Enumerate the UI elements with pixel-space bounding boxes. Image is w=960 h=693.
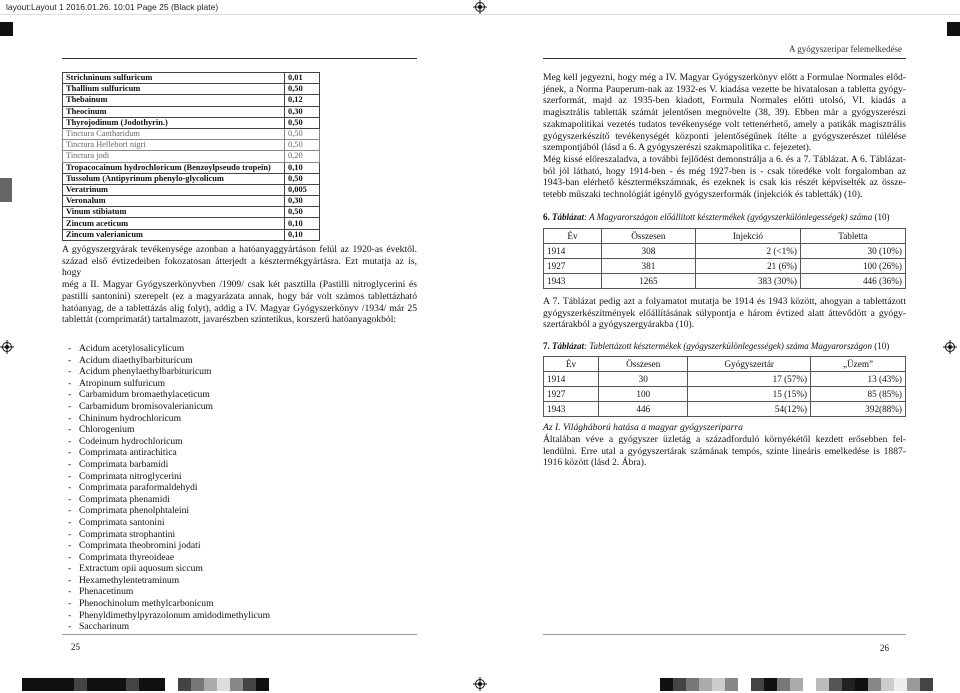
drug-dose: 0,30	[285, 196, 320, 207]
control-strip-swatch	[829, 678, 842, 691]
list-item	[68, 586, 328, 598]
dash-marker: -	[68, 400, 72, 412]
text-line: gyógyszerkészítmények előállításának súlypontja e három évtized alatt áttevődött a gyógy-	[543, 307, 906, 319]
list-item	[68, 540, 328, 552]
table-cell: 15 (15%)	[688, 387, 811, 402]
control-strip-swatch	[178, 678, 191, 691]
drug-dose: 0,50	[285, 207, 320, 218]
control-strip-swatch	[842, 678, 855, 691]
dash-marker: -	[68, 609, 72, 621]
drug-dose: 0,50	[285, 84, 320, 95]
list-item	[68, 343, 328, 355]
control-strip-swatch	[764, 678, 777, 691]
list-item	[68, 355, 328, 367]
control-strip-swatch	[22, 678, 35, 691]
control-strip-swatch	[230, 678, 243, 691]
list-item	[68, 575, 328, 587]
control-strip-swatch	[113, 678, 126, 691]
list-item-text: Chininum hydrochloricum	[79, 412, 182, 424]
control-strip-swatch	[868, 678, 881, 691]
control-strip-swatch	[48, 678, 61, 691]
list-item-text: Atropinum sulfuricum	[79, 377, 166, 389]
dash-marker: -	[68, 458, 72, 470]
control-strip-swatch	[87, 678, 100, 691]
footer-rule-right	[543, 634, 906, 635]
table-cell: 308	[601, 244, 695, 259]
text-line: szakmapolitikai vezetés tudatos tevékenysége volt tettenérhető, amely a patikák magisztrális	[543, 118, 906, 130]
running-head: A gyógyszeripar felemelkedése	[789, 44, 902, 54]
drug-name: Veronalum	[63, 196, 285, 207]
dash-marker: -	[68, 586, 72, 598]
table-row	[544, 372, 906, 387]
list-item-text: Phenacetinum	[79, 586, 134, 598]
control-strip-swatch	[894, 678, 907, 691]
table-cell: 1914	[544, 372, 599, 387]
drug-dose: 0,01	[285, 73, 320, 84]
drug-name: Zincum valerianicum	[63, 229, 285, 240]
dash-marker: -	[68, 482, 72, 494]
control-strip-swatch	[100, 678, 113, 691]
page-number-right: 26	[880, 643, 889, 653]
control-strip-swatch	[35, 678, 48, 691]
dash-marker: -	[68, 528, 72, 540]
column-header: Év	[544, 229, 602, 244]
text-line: Általában véve a gyógyszer üzletág a századforduló környékétől kezdett erősebben fel-	[543, 434, 906, 445]
right-paragraph-3	[543, 434, 906, 469]
list-item-text: Acidum acetylosalicylicum	[79, 343, 185, 354]
list-item	[68, 482, 328, 494]
text-line: pastilli santonini) szerepelt (ez a magyarázata annak, hogy bár volt számos tablettázható	[62, 290, 417, 302]
text-line: A gyógyszergyárak tevékenysége azonban a hatóanyaggyártáson felül az 1920-as évektől.	[62, 244, 417, 255]
corner-block-top-right	[947, 22, 960, 36]
table7-title: : Tablettázott késztermékek (gyógyszerkülönlegességek) száma Magyarországon	[584, 341, 873, 351]
header-rule-right	[543, 58, 906, 59]
list-item	[68, 459, 328, 471]
corner-block-top-left	[0, 22, 13, 36]
list-item	[68, 366, 328, 378]
header-rule-left	[62, 58, 417, 59]
table-cell: 13 (43%)	[811, 372, 906, 387]
table7-ref: (10)	[874, 341, 890, 351]
dash-marker: -	[68, 470, 72, 482]
text-line: A 7. Táblázat pedig azt a folyamatot mutatja be 1914 és 1943 között, ahogyan a tablettázott	[543, 296, 906, 307]
table-cell: 383 (30%)	[695, 274, 800, 289]
tablet-list	[68, 343, 328, 633]
table-cell: 1943	[544, 402, 599, 417]
table-cell: 446 (36%)	[800, 274, 905, 289]
table-cell: 446	[599, 402, 688, 417]
list-item	[68, 401, 328, 413]
table-row	[63, 128, 320, 139]
control-strip-swatch	[725, 678, 738, 691]
drug-dose: 0,10	[285, 229, 320, 240]
list-item	[68, 610, 328, 622]
table-cell: 381	[601, 259, 695, 274]
control-strip-swatch	[217, 678, 230, 691]
control-strip-swatch	[712, 678, 725, 691]
list-item	[68, 447, 328, 459]
list-item	[68, 494, 328, 506]
table-row	[63, 73, 320, 84]
dash-marker: -	[68, 493, 72, 505]
control-strip-swatch	[165, 678, 178, 691]
list-item-text: Comprimata antirachitica	[79, 447, 177, 459]
text-line: magisztrális tabletták számát jelentősen megnövelte (38, 39). Ebben már a gyógyszerészi	[543, 107, 906, 119]
table-cell: 17 (57%)	[688, 372, 811, 387]
text-line: szerformát, majd az 1935-ben kiadott, Formula Normales előtti utolsó, VI. kiadás a	[543, 95, 906, 107]
table-row	[544, 402, 906, 417]
section-heading: Az I. Világháború hatása a magyar gyógyszeriparra	[543, 422, 743, 433]
text-line: még a II. Magyar Gyógyszerkönyvben /1909/ csak két pasztilla (Pastilli nitroglycerini és	[62, 279, 417, 291]
text-line: szertárakból a gyógyszergyárakba (10).	[543, 319, 695, 331]
list-item	[68, 621, 328, 633]
drug-dose: 0,10	[285, 162, 320, 173]
table6-ref: (10)	[874, 212, 890, 222]
table-cell: 1927	[544, 387, 599, 402]
dash-marker: -	[68, 505, 72, 517]
column-header: Összesen	[599, 357, 688, 372]
drug-name: Veratrinum	[63, 184, 285, 195]
list-item	[68, 471, 328, 483]
text-line: jének, a Norma Pauperum-nak az 1932-es V. kiadása vezette be hivatalosan a tabletta gyógy-	[543, 83, 906, 95]
list-item	[68, 517, 328, 529]
table-row	[63, 229, 320, 240]
column-header: Összesen	[601, 229, 695, 244]
control-strip-swatch	[61, 678, 74, 691]
list-item	[68, 436, 328, 448]
list-item	[68, 552, 328, 564]
list-item-text: Comprimata phenamidi	[79, 493, 170, 505]
table-cell: 100 (26%)	[800, 259, 905, 274]
text-line: Még kissé előreszaladva, a további fejlődést demonstrálja a 6. és a 7. Táblázat. A 6. Táblázat-	[543, 153, 906, 165]
table-row	[544, 259, 906, 274]
dash-marker: -	[68, 412, 72, 424]
dash-marker: -	[68, 366, 72, 378]
text-line: lendülni. Erre utal a gyógyszertárak számának tempós, szinte lineáris emelkedése is 1887-	[543, 445, 906, 457]
dash-marker: -	[68, 598, 72, 610]
list-item	[68, 529, 328, 541]
list-item-text: Comprimata barbamidi	[79, 458, 169, 470]
side-gray-block	[0, 178, 12, 202]
drug-dose: 0,005	[285, 184, 320, 195]
list-item	[68, 563, 328, 575]
control-strip-swatch	[126, 678, 139, 691]
column-header: Injekció	[695, 229, 800, 244]
drug-dose: 0,50	[285, 173, 320, 184]
table6-label: Táblázat	[552, 212, 585, 222]
table-row	[63, 95, 320, 106]
text-line: szempontjából (lásd a 6. A gyógyszerészi szakmapolitika c. fejezetet).	[543, 142, 812, 154]
control-strip-swatch	[907, 678, 920, 691]
dash-marker: -	[68, 389, 72, 401]
table-cell: 54(12%)	[688, 402, 811, 417]
table-row	[63, 196, 320, 207]
drug-dose: 0,50	[285, 140, 320, 151]
text-line: hatóanyag, de a tablettázás alig folyt), addig a IV. Magyar Gyógyszerkönyv /1934/ már 25	[62, 302, 417, 314]
table-cell: 85 (85%)	[811, 387, 906, 402]
table-cell: 100	[599, 387, 688, 402]
control-strip-swatch	[751, 678, 764, 691]
text-line: tablettát (comprimatát) tartalmazott, javarészben szintetikus, korszerű hatóanyagokból:	[62, 314, 397, 326]
dash-marker: -	[68, 563, 72, 575]
table-row	[63, 117, 320, 128]
text-line: 1943-ban elérhető késztermékszámnak, és ezeknek is csak kis részét képviselték az össze-	[543, 177, 906, 189]
slug-rule	[0, 14, 960, 15]
table-cell: 2 (<1%)	[695, 244, 800, 259]
color-bar-left	[22, 678, 269, 691]
dash-marker: -	[68, 354, 72, 366]
list-item-text: Comprimata santonini	[79, 516, 165, 528]
table6-caption	[543, 212, 906, 223]
column-header: Gyógyszertár	[688, 357, 811, 372]
drug-name: Vinum stibiatum	[63, 207, 285, 218]
dash-marker: -	[68, 574, 72, 586]
list-item-text: Phenyldimethylpyrazolonum amidodimethylicum	[79, 609, 271, 621]
drug-name: Tinctura Hellebori nigri	[63, 140, 285, 151]
table6-num: 6.	[543, 212, 550, 222]
control-strip-swatch	[152, 678, 165, 691]
dash-marker: -	[68, 551, 72, 563]
control-strip-swatch	[243, 678, 256, 691]
list-item-text: Carbamidum bromaethylaceticum	[79, 389, 210, 401]
list-item	[68, 389, 328, 401]
drug-name: Tussolum (Antipyrinum phenylo-glycolicum	[63, 173, 285, 184]
dash-marker: -	[68, 516, 72, 528]
drug-name: Thebainum	[63, 95, 285, 106]
list-item	[68, 505, 328, 517]
list-item-text: Acidum phenylaethylbarbituricum	[79, 366, 212, 378]
drug-name: Thallium sulfuricum	[63, 84, 285, 95]
dash-marker: -	[68, 424, 72, 436]
table-cell: 1914	[544, 244, 602, 259]
control-strip-swatch	[738, 678, 751, 691]
table-row	[63, 106, 320, 117]
control-strip-swatch	[139, 678, 152, 691]
right-paragraph-1	[543, 72, 906, 201]
header-row	[544, 229, 906, 244]
column-header: Év	[544, 357, 599, 372]
dash-marker: -	[68, 540, 72, 552]
list-item-text: Extractum opii aquosum siccum	[79, 563, 203, 575]
table-cell: 1943	[544, 274, 602, 289]
text-line: Meg kell jegyezni, hogy még a IV. Magyar Gyógyszerkönyv előtt a Formulae Normales előd-	[543, 72, 906, 83]
registration-mark-icon	[473, 677, 487, 691]
drug-name: Tropacocainum hydrochloricum (Benzoylpseudo tropein)	[63, 162, 285, 173]
table-cell: 30 (10%)	[800, 244, 905, 259]
drug-dose: 0,10	[285, 218, 320, 229]
drug-name: Tinctura jodi	[63, 151, 285, 162]
list-item-text: Comprimata phenolphtaleini	[79, 505, 190, 517]
drug-name: Tinctura Cantharidum	[63, 128, 285, 139]
list-item-text: Codeinum hydrochloricum	[79, 435, 183, 447]
drug-dose: 0,20	[285, 151, 320, 162]
drug-dose: 0,50	[285, 117, 320, 128]
table-row	[63, 84, 320, 95]
color-bar-right	[660, 678, 933, 691]
page-number-left: 25	[71, 642, 80, 652]
dash-marker: -	[68, 343, 72, 354]
left-paragraph	[62, 244, 417, 326]
list-item-text: Phenochinolum methylcarbonicum	[79, 598, 214, 610]
table7-label: Táblázat	[552, 341, 585, 351]
table-cell: 392(88%)	[811, 402, 906, 417]
text-line: század első évtizedeiben fokozatosan átterjedt a késztermékgyártásra. Ezt mutatja az is, hogy	[62, 255, 417, 279]
dash-marker: -	[68, 447, 72, 459]
control-strip-swatch	[803, 678, 816, 691]
table-row	[544, 274, 906, 289]
table6	[543, 228, 906, 289]
list-item	[68, 598, 328, 610]
footer-rule-left	[62, 634, 417, 635]
control-strip-swatch	[777, 678, 790, 691]
registration-mark-icon	[473, 0, 487, 14]
list-item-text: Comprimata nitroglycerini	[79, 470, 182, 482]
table-row	[63, 173, 320, 184]
control-strip-swatch	[855, 678, 868, 691]
list-item-text: Comprimata thyreoideae	[79, 551, 175, 563]
control-strip-swatch	[256, 678, 269, 691]
control-strip-swatch	[74, 678, 87, 691]
control-strip-swatch	[881, 678, 894, 691]
column-header: „Üzem”	[811, 357, 906, 372]
table-row	[63, 162, 320, 173]
dash-marker: -	[68, 435, 72, 447]
drug-dose: 0,50	[285, 128, 320, 139]
control-strip-swatch	[920, 678, 933, 691]
drug-name: Zincum aceticum	[63, 218, 285, 229]
table7-num: 7.	[543, 341, 550, 351]
text-line: ból jól látható, hogy 1914-ben - és még 1927-ben is - csak töredéke volt forgalomban az	[543, 165, 906, 177]
table-row	[63, 151, 320, 162]
table-cell: 1927	[544, 259, 602, 274]
registration-mark-icon	[0, 340, 14, 354]
drug-name: Thyrojodinum (Jodothyrin.)	[63, 117, 285, 128]
control-strip-swatch	[790, 678, 803, 691]
dash-marker: -	[68, 621, 72, 633]
list-item	[68, 378, 328, 390]
column-header: Tabletta	[800, 229, 905, 244]
table6-title: : A Magyarországon előállított késztermékek (gyógyszerkülönlegességek) száma	[584, 212, 873, 222]
text-line: 1916 között (lásd 2. Ábra).	[543, 457, 647, 469]
control-strip-swatch	[660, 678, 673, 691]
table-cell: 1265	[601, 274, 695, 289]
list-item-text: Hexamethylentetraminum	[79, 574, 180, 586]
control-strip-swatch	[699, 678, 712, 691]
list-item	[68, 424, 328, 436]
header-row	[544, 357, 906, 372]
table-row	[63, 218, 320, 229]
right-paragraph-2	[543, 296, 906, 331]
table-cell: 30	[599, 372, 688, 387]
drug-name: Theocinum	[63, 106, 285, 117]
list-item-text: Comprimata strophantini	[79, 528, 176, 540]
registration-mark-icon	[943, 340, 957, 354]
list-item-text: Comprimata paraformaldehydi	[79, 482, 198, 494]
list-item-text: Carbamidum bromisovalerianicum	[79, 400, 214, 412]
text-line: tetebb műszaki technológiát igénylő gyógyszerformák (injekciók és tabletták) (10).	[543, 189, 863, 201]
control-strip-swatch	[686, 678, 699, 691]
drug-name: Strichninum sulfuricum	[63, 73, 285, 84]
text-line: gyógyszerkészítő tevékenységét központi jelentőségűnek ítélte a gyógyszerészet túlélése	[543, 130, 906, 142]
drug-dose: 0,12	[285, 95, 320, 106]
drug-dose-table	[62, 72, 320, 241]
control-strip-swatch	[816, 678, 829, 691]
table7-caption	[543, 341, 906, 352]
control-strip-swatch	[191, 678, 204, 691]
print-slug: layout:Layout 1 2016.01.26. 10:01 Page 25 (Black plate)	[6, 2, 219, 12]
table-row	[63, 184, 320, 195]
list-item-text: Comprimata theobromini jodati	[79, 540, 201, 552]
list-item-text: Acidum diaethylbarbituricum	[79, 354, 193, 366]
drug-dose: 0,30	[285, 106, 320, 117]
table-row	[544, 387, 906, 402]
table7	[543, 356, 906, 417]
list-item-text: Chlorogenium	[79, 424, 135, 436]
control-strip-swatch	[204, 678, 217, 691]
control-strip-swatch	[673, 678, 686, 691]
table-row	[63, 140, 320, 151]
list-item-text: Saccharinum	[79, 621, 130, 633]
dash-marker: -	[68, 377, 72, 389]
table-row	[544, 244, 906, 259]
table-row	[63, 207, 320, 218]
list-item	[68, 413, 328, 425]
table-cell: 21 (6%)	[695, 259, 800, 274]
